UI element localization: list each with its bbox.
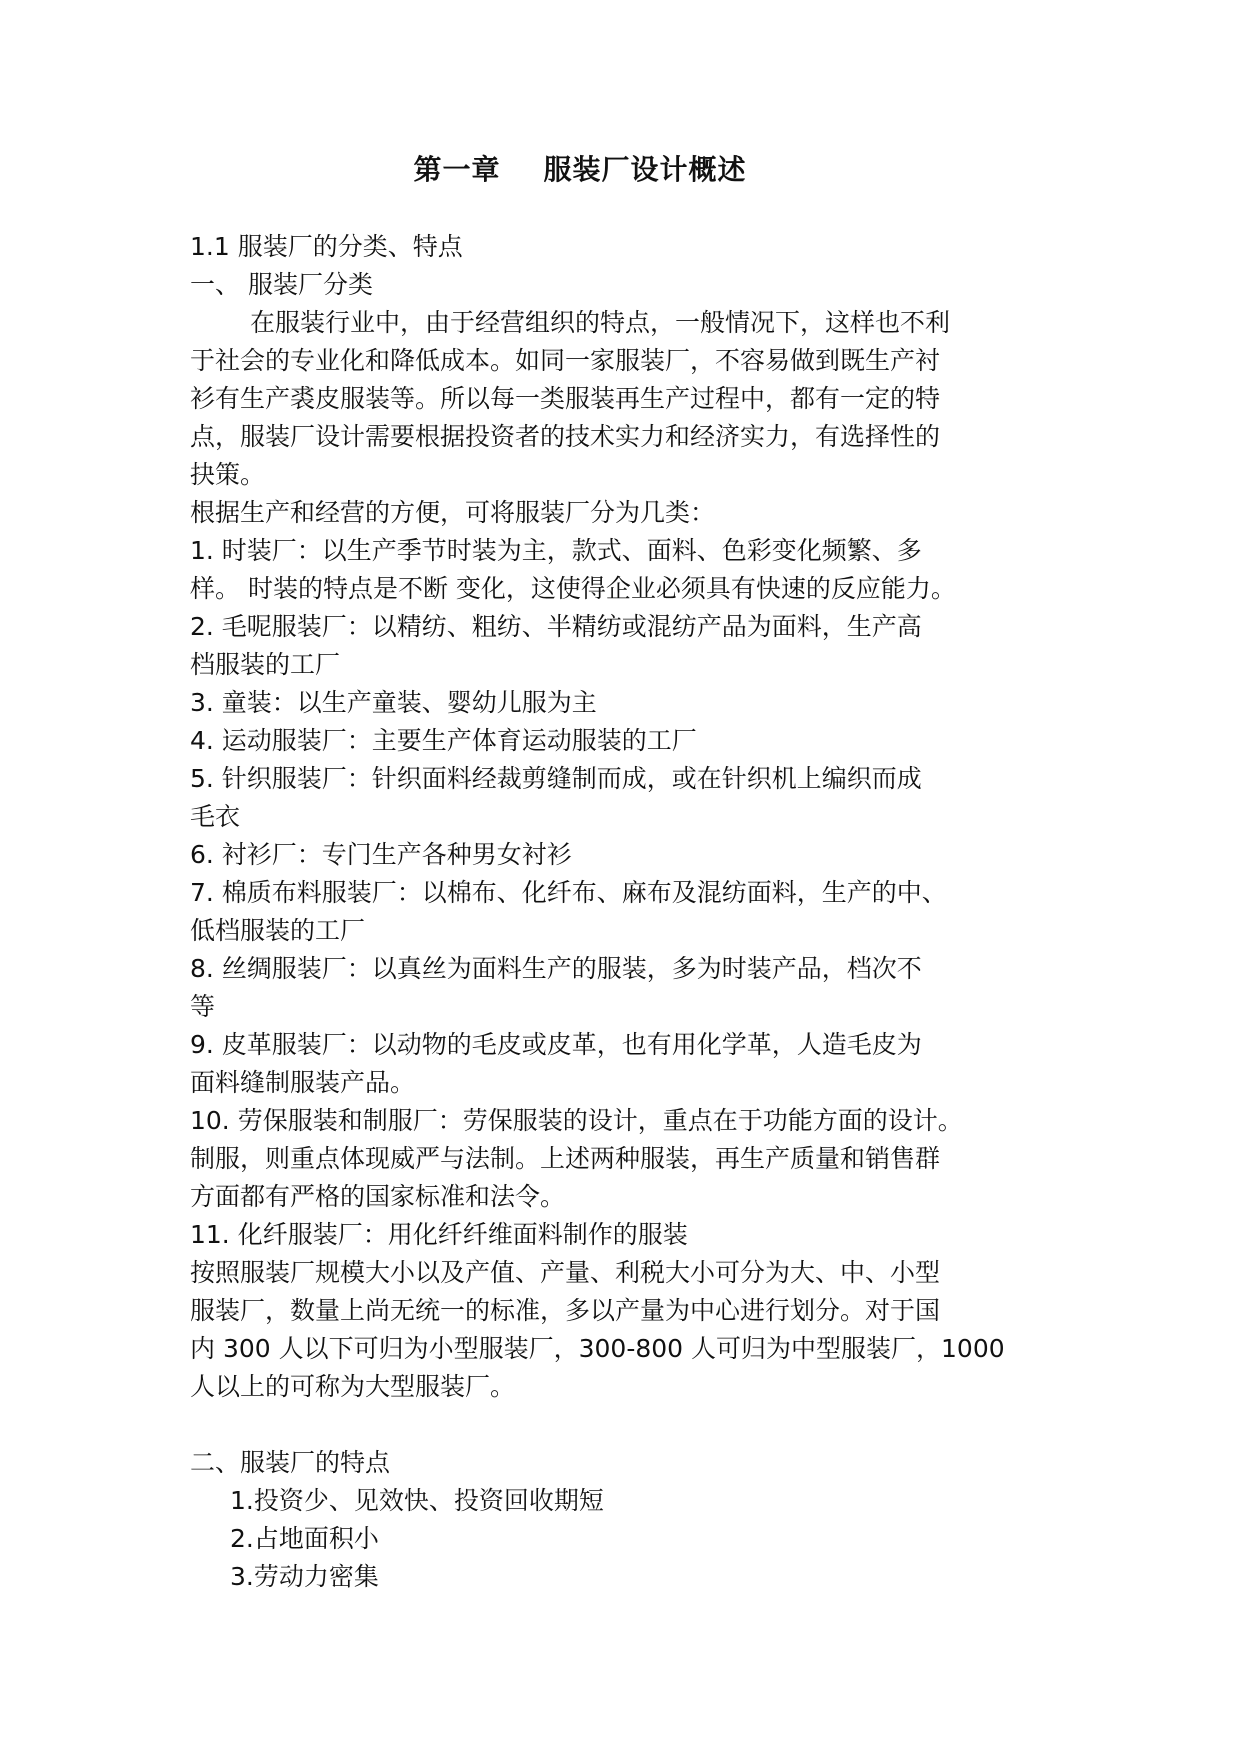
feature-item: 2.占地面积小 [230, 1524, 379, 1553]
list-item-line: 样。 时装的特点是不断 变化，这使得企业必须具有快速的反应能力。 [190, 574, 956, 603]
list-item-line: 面料缝制服装产品。 [190, 1068, 416, 1097]
scale-line: 按照服装厂规模大小以及产值、产量、利税大小可分为大、中、小型 [190, 1258, 941, 1287]
list-item-line: 2. 毛呢服装厂：以精纺、粗纺、半精纺或混纺产品为面料，生产高 [190, 612, 922, 641]
intro-line: 在服装行业中，由于经营组织的特点，一般情况下，这样也不利 [250, 308, 951, 337]
chapter-title: 第一章 服装厂设计概述 [413, 153, 747, 186]
list-item-line: 11. 化纤服装厂：用化纤纤维面料制作的服装 [190, 1220, 688, 1249]
spacer [190, 1406, 1070, 1444]
list-item [190, 684, 1070, 722]
document-body [190, 228, 1070, 1596]
list-item [190, 760, 1070, 836]
list-item-line: 9. 皮革服装厂：以动物的毛皮或皮革，也有用化学革，人造毛皮为 [190, 1030, 922, 1059]
feature-item: 3.劳动力密集 [230, 1562, 379, 1591]
intro-paragraph [190, 304, 1070, 494]
intro-line: 于社会的专业化和降低成本。如同一家服装厂，不容易做到既生产衬 [190, 346, 941, 375]
list-item-line: 6. 衬衫厂：专门生产各种男女衬衫 [190, 840, 572, 869]
part-one-heading: 一、 服装厂分类 [190, 270, 373, 299]
scale-line: 人以上的可称为大型服装厂。 [190, 1372, 516, 1401]
feature-item: 1.投资少、见效快、投资回收期短 [230, 1486, 604, 1515]
list-item-line: 3. 童装：以生产童装、婴幼儿服为主 [190, 688, 597, 717]
part-two-heading: 二、服装厂的特点 [190, 1448, 391, 1477]
list-item-line: 7. 棉质布料服装厂：以棉布、化纤布、麻布及混纺面料，生产的中、 [190, 878, 947, 907]
list-item [190, 1216, 1070, 1254]
list-item-line: 制服，则重点体现威严与法制。上述两种服装，再生产质量和销售群 [190, 1144, 941, 1173]
list-item [190, 532, 1070, 608]
list-item-line: 低档服装的工厂 [190, 916, 366, 945]
list-item-line: 5. 针织服装厂：针织面料经裁剪缝制而成，或在针织机上编织而成 [190, 764, 922, 793]
feature-list [190, 1482, 1070, 1596]
intro-line: 抉策。 [190, 460, 266, 489]
list-item [190, 874, 1070, 950]
section-heading: 1.1 服装厂的分类、特点 [190, 232, 463, 261]
scale-line: 内 300 人以下可归为小型服装厂，300-800 人可归为中型服装厂，1000 [190, 1334, 1005, 1363]
list-item [190, 722, 1070, 760]
list-item-line: 1. 时装厂：以生产季节时装为主，款式、面料、色彩变化频繁、多 [190, 536, 922, 565]
list-item-line: 8. 丝绸服装厂：以真丝为面料生产的服装，多为时装产品，档次不 [190, 954, 922, 983]
list-item [190, 608, 1070, 684]
list-item-line: 10. 劳保服装和制服厂：劳保服装的设计，重点在于功能方面的设计。 [190, 1106, 963, 1135]
list-item-line: 方面都有严格的国家标准和法令。 [190, 1182, 566, 1211]
classification-lead: 根据生产和经营的方便，可将服装厂分为几类： [190, 498, 716, 527]
list-item-line: 等 [190, 992, 216, 1021]
intro-line: 点，服装厂设计需要根据投资者的技术实力和经济实力，有选择性的 [190, 422, 941, 451]
classification-list [190, 532, 1070, 1254]
list-item-line: 4. 运动服装厂：主要生产体育运动服装的工厂 [190, 726, 697, 755]
list-item [190, 1026, 1070, 1102]
list-item [190, 950, 1070, 1026]
list-item-line: 档服装的工厂 [190, 650, 341, 679]
scale-line: 服装厂，数量上尚无统一的标准，多以产量为中心进行划分。对于国 [190, 1296, 941, 1325]
scale-paragraph [190, 1254, 1070, 1406]
intro-line: 衫有生产裘皮服装等。所以每一类服装再生产过程中，都有一定的特 [190, 384, 941, 413]
list-item-line: 毛衣 [190, 802, 241, 831]
list-item [190, 1102, 1070, 1216]
list-item [190, 836, 1070, 874]
